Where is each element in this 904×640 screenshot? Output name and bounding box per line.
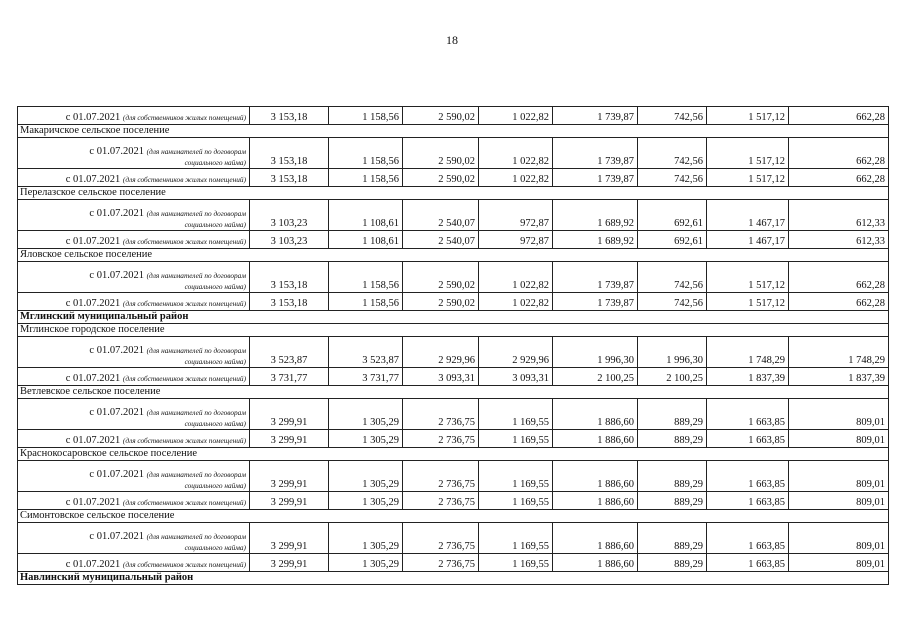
- tariff-value-cell: 1 996,30: [638, 337, 707, 368]
- tariff-value-cell: 3 299,91: [250, 461, 329, 492]
- tariff-value-cell: 2 736,75: [403, 430, 479, 448]
- tariff-value-cell: 692,61: [638, 200, 707, 231]
- tariff-value-cell: 1 022,82: [479, 169, 553, 187]
- row-note-line2: социального найма): [184, 282, 246, 291]
- tariff-value-cell: 3 523,87: [329, 337, 403, 368]
- row-note: (для собственников жилых помещений): [122, 374, 246, 383]
- row-label: [18, 399, 250, 430]
- tariff-value-cell: 742,56: [638, 293, 707, 311]
- row-label: [18, 523, 250, 554]
- tariff-value-cell: 1 663,85: [707, 492, 789, 510]
- row-note: (для собственников жилых помещений): [122, 299, 246, 308]
- row-label-line1: [21, 146, 246, 157]
- tenants-tariff-row: [18, 200, 889, 231]
- tariff-value-cell: 1 158,56: [329, 169, 403, 187]
- tariff-value-cell: 972,87: [479, 200, 553, 231]
- tariff-value-cell: 2 736,75: [403, 399, 479, 430]
- tariff-value-cell: 1 689,92: [553, 200, 638, 231]
- tenants-tariff-row: [18, 337, 889, 368]
- row-label-line1: [21, 208, 246, 219]
- row-label: [18, 492, 250, 510]
- row-note: (для нанимателей по договорам: [146, 346, 246, 355]
- row-note-line2: социального найма): [184, 419, 246, 428]
- tariff-value-cell: 2 929,96: [479, 337, 553, 368]
- tariff-value-cell: 2 736,75: [403, 492, 479, 510]
- row-date: с 01.07.2021: [89, 531, 144, 542]
- row-date: с 01.07.2021: [89, 407, 144, 418]
- settlement-header-row: [18, 249, 889, 262]
- tariff-value-cell: 1 158,56: [329, 138, 403, 169]
- tenants-tariff-row: [18, 523, 889, 554]
- tariff-value-cell: 1 748,29: [789, 337, 889, 368]
- row-date: с 01.07.2021: [89, 208, 144, 219]
- tariff-value-cell: 809,01: [789, 523, 889, 554]
- tariff-value-cell: 3 523,87: [250, 337, 329, 368]
- settlement-title: Макаричское сельское поселение: [18, 125, 889, 138]
- tariff-value-cell: 3 093,31: [403, 368, 479, 386]
- settlement-title: Яловское сельское поселение: [18, 249, 889, 262]
- tariff-value-cell: 3 153,18: [250, 138, 329, 169]
- row-note: (для нанимателей по договорам: [146, 470, 246, 479]
- region-title: Мглинский муниципальный район: [18, 311, 889, 324]
- region-header-row: [18, 572, 889, 585]
- row-label: [18, 337, 250, 368]
- tariff-value-cell: 1 517,12: [707, 169, 789, 187]
- tenants-tariff-row: [18, 399, 889, 430]
- row-label: [18, 200, 250, 231]
- row-date: с 01.07.2021: [89, 270, 144, 281]
- settlement-title: Симонтовское сельское поселение: [18, 510, 889, 523]
- tariff-value-cell: 3 153,18: [250, 262, 329, 293]
- tariff-value-cell: 889,29: [638, 492, 707, 510]
- row-note: (для нанимателей по договорам: [146, 408, 246, 417]
- row-label: [18, 231, 250, 249]
- tariff-value-cell: 1 886,60: [553, 430, 638, 448]
- tariff-value-cell: 1 739,87: [553, 107, 638, 125]
- tariff-value-cell: 1 886,60: [553, 461, 638, 492]
- row-note-line2: социального найма): [184, 220, 246, 229]
- row-label: [18, 169, 250, 187]
- row-date: с 01.07.2021: [89, 469, 144, 480]
- tariff-value-cell: 1 467,17: [707, 231, 789, 249]
- tenants-tariff-row: [18, 138, 889, 169]
- tariff-value-cell: 1 996,30: [553, 337, 638, 368]
- row-date: с 01.07.2021: [89, 345, 144, 356]
- tariff-value-cell: 1 739,87: [553, 293, 638, 311]
- tariff-value-cell: 1 663,85: [707, 461, 789, 492]
- tariff-value-cell: 612,33: [789, 200, 889, 231]
- row-label-line1: [21, 345, 246, 356]
- row-note: (для собственников жилых помещений): [122, 237, 246, 246]
- tariff-value-cell: 662,28: [789, 107, 889, 125]
- tariff-value-cell: 3 153,18: [250, 169, 329, 187]
- row-date: с 01.07.2021: [89, 146, 144, 157]
- row-note-line2: социального найма): [184, 481, 246, 490]
- tariff-value-cell: 2 929,96: [403, 337, 479, 368]
- row-date: с 01.07.2021: [65, 435, 121, 446]
- tariff-value-cell: 662,28: [789, 138, 889, 169]
- tariff-value-cell: 742,56: [638, 169, 707, 187]
- tariff-value-cell: 2 100,25: [638, 368, 707, 386]
- row-date: с 01.07.2021: [65, 559, 121, 570]
- tariff-value-cell: 1 748,29: [707, 337, 789, 368]
- settlement-header-row: [18, 448, 889, 461]
- tariff-value-cell: 2 590,02: [403, 293, 479, 311]
- tariff-value-cell: 1 663,85: [707, 554, 789, 572]
- owners-tariff-row: [18, 231, 889, 249]
- owners-tariff-row: [18, 293, 889, 311]
- owners-tariff-row: [18, 169, 889, 187]
- settlement-header-row: [18, 386, 889, 399]
- row-note: (для нанимателей по договорам: [146, 209, 246, 218]
- owners-tariff-row: [18, 492, 889, 510]
- row-label: [18, 430, 250, 448]
- tariff-value-cell: 3 731,77: [250, 368, 329, 386]
- tariff-value-cell: 1 305,29: [329, 399, 403, 430]
- tariff-value-cell: 3 103,23: [250, 200, 329, 231]
- tariff-value-cell: 1 108,61: [329, 231, 403, 249]
- tariff-value-cell: 1 305,29: [329, 523, 403, 554]
- settlement-title: Краснокосаровское сельское поселение: [18, 448, 889, 461]
- settlement-title: Мглинское городское поселение: [18, 324, 889, 337]
- tariff-value-cell: 3 299,91: [250, 399, 329, 430]
- tariff-value-cell: 2 590,02: [403, 169, 479, 187]
- region-title: Навлинский муниципальный район: [18, 572, 889, 585]
- settlement-title: Ветлевское сельское поселение: [18, 386, 889, 399]
- tariff-value-cell: 1 689,92: [553, 231, 638, 249]
- tariff-value-cell: 809,01: [789, 554, 889, 572]
- tariff-value-cell: 612,33: [789, 231, 889, 249]
- row-note-line2: социального найма): [184, 158, 246, 167]
- tariff-value-cell: 1 169,55: [479, 399, 553, 430]
- settlement-title: Перелазское сельское поселение: [18, 187, 889, 200]
- tariff-value-cell: 692,61: [638, 231, 707, 249]
- tariff-value-cell: 809,01: [789, 399, 889, 430]
- tariff-value-cell: 3 103,23: [250, 231, 329, 249]
- tariff-value-cell: 2 590,02: [403, 107, 479, 125]
- tariff-value-cell: 3 299,91: [250, 554, 329, 572]
- row-date: с 01.07.2021: [65, 174, 121, 185]
- tariff-value-cell: 1 517,12: [707, 293, 789, 311]
- tariff-value-cell: 889,29: [638, 554, 707, 572]
- tariff-value-cell: 3 299,91: [250, 523, 329, 554]
- tariff-value-cell: 2 736,75: [403, 554, 479, 572]
- row-label: [18, 107, 250, 125]
- tariff-value-cell: 742,56: [638, 262, 707, 293]
- owners-tariff-row: [18, 107, 889, 125]
- tariff-value-cell: 3 153,18: [250, 293, 329, 311]
- row-note: (для собственников жилых помещений): [122, 175, 246, 184]
- row-note: (для нанимателей по договорам: [146, 147, 246, 156]
- tariff-table-body: [18, 107, 889, 585]
- tariff-value-cell: 1 517,12: [707, 107, 789, 125]
- row-label: [18, 138, 250, 169]
- row-note-line2: социального найма): [184, 543, 246, 552]
- tariff-value-cell: 972,87: [479, 231, 553, 249]
- row-date: с 01.07.2021: [65, 298, 121, 309]
- tariff-value-cell: 809,01: [789, 461, 889, 492]
- tariff-value-cell: 1 169,55: [479, 430, 553, 448]
- tariff-value-cell: 1 886,60: [553, 554, 638, 572]
- tariff-value-cell: 1 108,61: [329, 200, 403, 231]
- tariff-value-cell: 3 153,18: [250, 107, 329, 125]
- tariff-value-cell: 1 663,85: [707, 399, 789, 430]
- tariff-value-cell: 2 590,02: [403, 138, 479, 169]
- row-label-line1: [21, 270, 246, 281]
- row-note-line2: социального найма): [184, 357, 246, 366]
- row-label: [18, 293, 250, 311]
- tariff-value-cell: 662,28: [789, 293, 889, 311]
- tariff-value-cell: 1 305,29: [329, 554, 403, 572]
- tariff-value-cell: 1 837,39: [789, 368, 889, 386]
- tariff-value-cell: 889,29: [638, 430, 707, 448]
- tariff-value-cell: 1 022,82: [479, 293, 553, 311]
- owners-tariff-row: [18, 554, 889, 572]
- tariff-value-cell: 1 663,85: [707, 523, 789, 554]
- row-label: [18, 262, 250, 293]
- tariff-value-cell: 1 517,12: [707, 138, 789, 169]
- row-note: (для собственников жилых помещений): [122, 436, 246, 445]
- row-note: (для нанимателей по договорам: [146, 271, 246, 280]
- settlement-header-row: [18, 125, 889, 138]
- settlement-header-row: [18, 187, 889, 200]
- tariff-value-cell: 3 093,31: [479, 368, 553, 386]
- tariff-value-cell: 1 886,60: [553, 399, 638, 430]
- tariff-value-cell: 2 736,75: [403, 461, 479, 492]
- region-header-row: [18, 311, 889, 324]
- tariff-value-cell: 1 739,87: [553, 138, 638, 169]
- tariff-value-cell: 809,01: [789, 492, 889, 510]
- row-note: (для собственников жилых помещений): [122, 498, 246, 507]
- tariff-value-cell: 1 305,29: [329, 492, 403, 510]
- tariff-value-cell: 3 299,91: [250, 492, 329, 510]
- row-note: (для собственников жилых помещений): [122, 560, 246, 569]
- row-label: [18, 461, 250, 492]
- row-date: с 01.07.2021: [65, 112, 121, 123]
- tariff-value-cell: 1 739,87: [553, 169, 638, 187]
- tariff-value-cell: 1 158,56: [329, 293, 403, 311]
- tariff-value-cell: 1 517,12: [707, 262, 789, 293]
- row-label-line1: [21, 469, 246, 480]
- row-date: с 01.07.2021: [65, 497, 121, 508]
- tariff-value-cell: 1 022,82: [479, 138, 553, 169]
- tariff-value-cell: 1 305,29: [329, 430, 403, 448]
- tariff-value-cell: 1 169,55: [479, 554, 553, 572]
- tariff-value-cell: 889,29: [638, 399, 707, 430]
- tariff-value-cell: 889,29: [638, 461, 707, 492]
- tariff-value-cell: 662,28: [789, 169, 889, 187]
- tariff-value-cell: 742,56: [638, 107, 707, 125]
- owners-tariff-row: [18, 368, 889, 386]
- row-label-line1: [21, 407, 246, 418]
- tariff-value-cell: 1 022,82: [479, 107, 553, 125]
- tariff-value-cell: 1 663,85: [707, 430, 789, 448]
- row-date: с 01.07.2021: [65, 373, 121, 384]
- tariff-value-cell: 1 022,82: [479, 262, 553, 293]
- row-date: с 01.07.2021: [65, 236, 121, 247]
- tariff-value-cell: 742,56: [638, 138, 707, 169]
- tariff-value-cell: 2 736,75: [403, 523, 479, 554]
- row-label: [18, 368, 250, 386]
- owners-tariff-row: [18, 430, 889, 448]
- tariff-value-cell: 1 467,17: [707, 200, 789, 231]
- tariff-value-cell: 1 305,29: [329, 461, 403, 492]
- tariff-value-cell: 1 739,87: [553, 262, 638, 293]
- tariff-value-cell: 3 731,77: [329, 368, 403, 386]
- row-note: (для нанимателей по договорам: [146, 532, 246, 541]
- tenants-tariff-row: [18, 262, 889, 293]
- tariff-value-cell: 3 299,91: [250, 430, 329, 448]
- tariff-value-cell: 1 169,55: [479, 461, 553, 492]
- tariff-value-cell: 889,29: [638, 523, 707, 554]
- tariff-value-cell: 662,28: [789, 262, 889, 293]
- tariff-value-cell: 1 886,60: [553, 492, 638, 510]
- tariff-value-cell: 1 158,56: [329, 262, 403, 293]
- tariff-value-cell: 2 590,02: [403, 262, 479, 293]
- row-note: (для собственников жилых помещений): [122, 113, 246, 122]
- tariff-value-cell: 2 540,07: [403, 231, 479, 249]
- tariff-value-cell: 1 169,55: [479, 492, 553, 510]
- tariff-value-cell: 1 158,56: [329, 107, 403, 125]
- row-label: [18, 554, 250, 572]
- tariff-value-cell: 2 540,07: [403, 200, 479, 231]
- tenants-tariff-row: [18, 461, 889, 492]
- settlement-header-row: [18, 324, 889, 337]
- tariff-value-cell: 1 169,55: [479, 523, 553, 554]
- tariff-value-cell: 1 837,39: [707, 368, 789, 386]
- page-number: 18: [446, 33, 458, 47]
- tariff-value-cell: 2 100,25: [553, 368, 638, 386]
- tariff-table: [17, 106, 889, 585]
- row-label-line1: [21, 531, 246, 542]
- settlement-header-row: [18, 510, 889, 523]
- tariff-value-cell: 1 886,60: [553, 523, 638, 554]
- tariff-value-cell: 809,01: [789, 430, 889, 448]
